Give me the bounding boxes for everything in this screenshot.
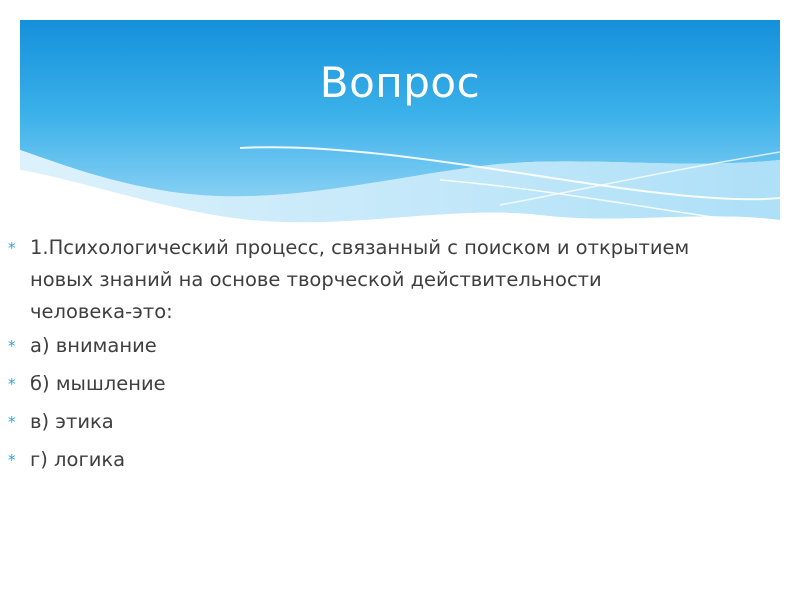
option-label: в) этика (30, 410, 114, 433)
question-line-3: человека-это: (30, 300, 173, 323)
option-label: б) мышление (30, 372, 166, 395)
bullet-star-icon: * (8, 375, 16, 393)
bullet-star-icon: * (8, 451, 16, 469)
option-label: г) логика (30, 448, 126, 471)
question-line-1: 1.Психологический процесс, связанный с поиском и открытием (30, 236, 690, 259)
bullet-star-icon: * (8, 337, 16, 355)
option-item-b (0, 368, 790, 400)
bullet-star-icon: * (8, 239, 16, 257)
option-label: а) внимание (30, 334, 157, 357)
question-item (0, 232, 790, 328)
question-line-2: новых знаний на основе творческой действительности (30, 268, 602, 291)
header-banner (20, 20, 780, 235)
option-item-d (0, 444, 790, 476)
option-item-a (0, 330, 790, 362)
slide-title: Вопрос (319, 58, 481, 107)
wave-background (20, 20, 780, 235)
option-item-c (0, 406, 790, 438)
bullet-star-icon: * (8, 413, 16, 431)
